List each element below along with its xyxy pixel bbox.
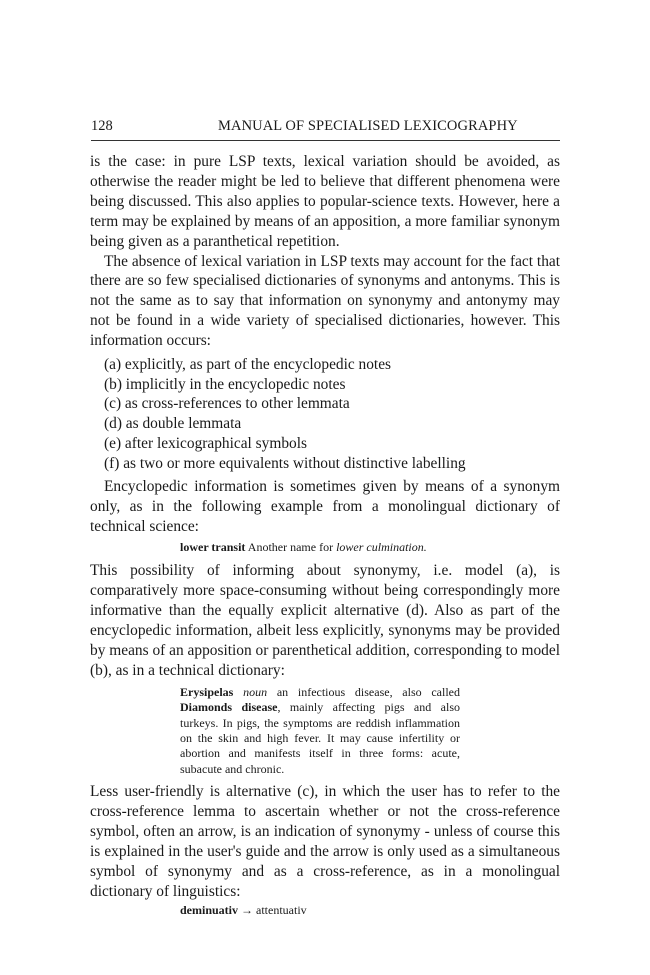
running-title: MANUAL OF SPECIALISED LEXICOGRAPHY [218, 118, 518, 134]
list-item: (a) explicitly, as part of the encyclopedic notes [104, 356, 392, 374]
example-crossref: attentuativ [256, 902, 307, 917]
example-synonym: Diamonds disease [180, 700, 278, 715]
running-header [91, 118, 560, 141]
paragraph: Less user-friendly is alternative (c), in which the user has to refer to the cross-reference lemma to ascertain whether or not the cross-reference symbol, often an arrow, is an indication of synonymy - unless of course this is explained in the user's guide and the arrow is only used as a simultaneous symbol of synonymy and as a cross-reference, as in a monolingual dictionary of linguistics: [90, 783, 560, 900]
paragraph: Encyclopedic information is sometimes given by means of a synonym only, as in the following example from a monolingual dictionary of technical science: [90, 478, 560, 536]
example-headword: Erysipelas [180, 684, 234, 699]
example-text: Another name for [247, 540, 334, 554]
example-pos: noun [243, 684, 268, 699]
dictionary-example [180, 540, 460, 555]
example-text: an infectious disease, also called [276, 684, 461, 699]
dictionary-example [180, 903, 460, 918]
list-item: (b) implicitly in the encyclopedic notes [104, 375, 346, 393]
body-text [90, 152, 560, 924]
list-item: (f) as two or more equivalents without distinctive labelling [104, 454, 466, 472]
example-crossref: lower culmination. [336, 540, 427, 554]
dictionary-example [180, 685, 460, 777]
arrow-icon: → [241, 902, 254, 917]
example-text: , mainly affecting pigs and also turkeys. In pigs, the symptoms are reddish inflammation on the skin and high fever. It may cause infertility or abortion and manifests itself in three forms: acute, subacute and chronic. [180, 700, 460, 776]
page-number: 128 [91, 118, 113, 134]
list-item: (e) after lexicographical symbols [104, 434, 307, 452]
example-headword: lower transit [180, 540, 246, 554]
example-headword: deminuativ [180, 902, 239, 917]
list-item: (d) as double lemmata [104, 415, 242, 433]
paragraph: This possibility of informing about synonymy, i.e. model (a), is comparatively more space-consuming without being correspondingly more informative than the equally explicit alternative (d). Also as part of the encyclopedic information, albeit less explicitly, synonyms may be provided by means of an apposition or parenthetical addition, corresponding to model (b), as in a technical dictionary: [90, 562, 560, 679]
paragraph: is the case: in pure LSP texts, lexical variation should be avoided, as otherwise the reader might be led to believe that different phenomena were being discussed. This also applies to popular-science texts. However, here a term may be explained by means of an apposition, a more familiar synonym being given as a paranthetical repetition. [90, 153, 560, 250]
occurrence-list [104, 355, 560, 473]
paragraph: The absence of lexical variation in LSP texts may account for the fact that there are so few specialised dictionaries of synonyms and antonyms. This is not the same as to say that information on synonymy and antonymy may not be found in a wide variety of specialised dictionaries, however. This information occurs: [90, 252, 560, 350]
list-item: (c) as cross-references to other lemmata [104, 395, 350, 413]
